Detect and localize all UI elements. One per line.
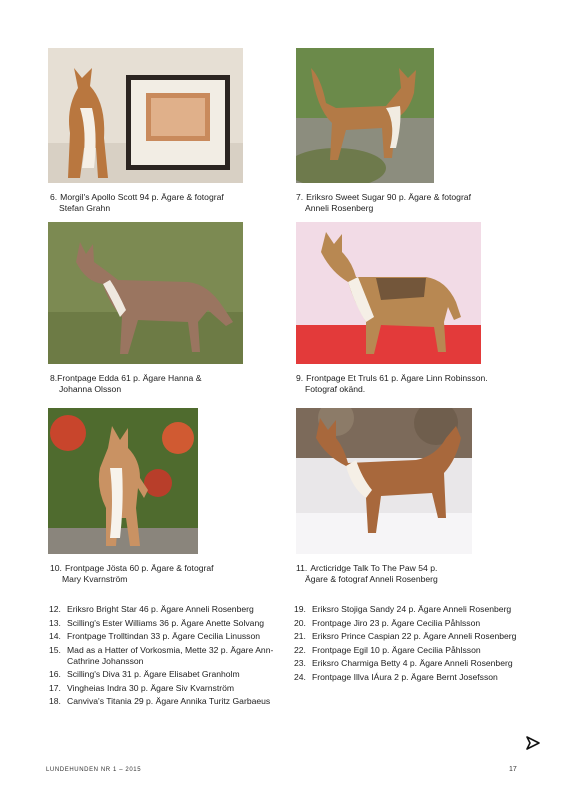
list-item: 23. Eriksro Charmiga Betty 4 p. Ägare Anneli Rosenberg [294,658,513,668]
photo-7 [296,48,434,183]
footer-publication: LUNDEHUNDEN NR 1 – 2015 [46,767,142,773]
ranking-list-left [49,604,277,710]
caption-10: 10. Frontpage Jösta 60 p. Ägare & fotograf Mary Kvarnström [50,563,214,584]
photo-6 [48,48,243,183]
caption-7: 7. Eriksro Sweet Sugar 90 p. Ägare & fotograf Anneli Rosenberg [296,192,471,213]
list-item: 13. Scilling's Ester Williams 36 p. Ägare Anette Solvang [49,617,265,628]
list-item: 12. Eriksro Bright Star 46 p. Ägare Anneli Rosenberg [49,604,254,614]
caption-6: 6. Morgil's Apollo Scott 94 p. Ägare & fotograf Stefan Grahn [50,192,224,213]
next-page-arrow-icon[interactable] [525,735,541,751]
list-item: 20. Frontpage Jiro 23 p. Ägare Cecilia Påhlsson [294,617,481,628]
caption-11: 11. Arcticridge Talk To The Paw 54 p. Ägare & fotograf Anneli Rosenberg [296,563,438,584]
caption-9: 9. Frontpage Et Truls 61 p. Ägare Linn Robinsson. Fotograf okänd. [296,373,488,394]
list-item: 17. Vingheias Indra 30 p. Ägare Siv Kvarnström [49,682,235,693]
list-item: 18. Canviva's Titania 29 p. Ägare Annika Turitz Garbaeus [49,696,271,706]
caption-8: 8.Frontpage Edda 61 p. Ägare Hanna & Johanna Olsson [50,373,202,394]
list-item: 15. Mad as a Hatter of Vorkosmia, Mette 32 p. Ägare Ann-Cathrine Johansson [49,644,274,666]
photo-8 [48,222,243,364]
list-item: 24. Frontpage Illva IÁura 2 p. Ägare Bernt Josefsson [294,671,498,682]
photo-9 [296,222,481,364]
photo-11 [296,408,472,554]
list-item: 19. Eriksro Stojiga Sandy 24 p. Ägare Anneli Rosenberg [294,604,512,614]
list-item: 16. Scilling's Diva 31 p. Ägare Elisabet Granholm [49,669,240,679]
photo-10 [48,408,198,554]
ranking-list-right [294,604,522,685]
list-item: 22. Frontpage Egil 10 p. Ägare Cecilia Påhlsson [294,644,481,655]
list-item: 14. Frontpage Trolltindan 33 p. Ägare Cecilia Linusson [49,631,260,641]
list-item: 21. Eriksro Prince Caspian 22 p. Ägare Anneli Rosenberg [294,631,517,641]
page-number: 17 [509,766,517,773]
